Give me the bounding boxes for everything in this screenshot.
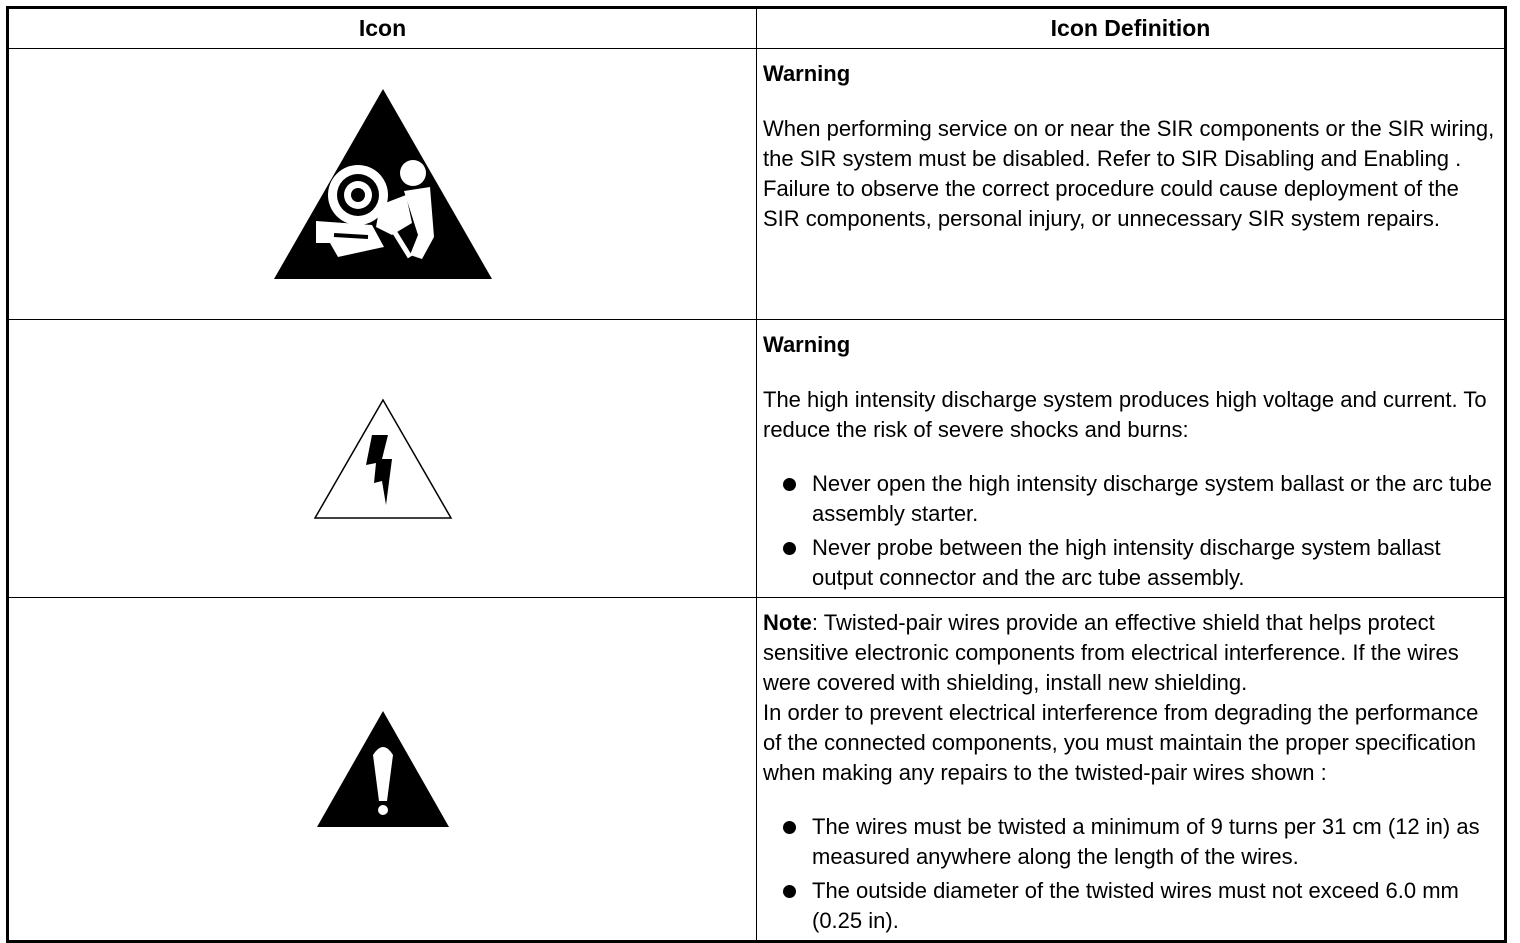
definition-cell (757, 49, 1506, 320)
warning-bullet-list (763, 469, 1498, 593)
icon-column-header: Icon (8, 8, 757, 49)
note-label: Note (763, 610, 812, 635)
note-text-secondary: In order to prevent electrical interference from degrading the performance of the connected components, you must maintain the proper specification when making any repairs to the twisted-pair wires shown : (763, 700, 1479, 785)
list-item: The outside diameter of the twisted wires must not exceed 6.0 mm (0.25 in). (763, 876, 1498, 936)
definition-cell (757, 598, 1506, 942)
airbag-warning-icon (272, 87, 494, 281)
table-header-row (8, 8, 1506, 49)
list-item: The wires must be twisted a minimum of 9 turns per 31 cm (12 in) as measured anywhere along the length of the wires. (763, 812, 1498, 872)
warning-text: When performing service on or near the SIR components or the SIR wiring, the SIR system must be disabled. Refer to SIR Disabling and Enabling . Failure to observe the correct procedure could cause deployment of the SIR components, personal injury, or unnecessary SIR system repairs. (763, 116, 1495, 231)
icon-definition-table (6, 6, 1507, 943)
definition-column-header: Icon Definition (757, 8, 1506, 49)
warning-text: The high intensity discharge system produces high voltage and current. To reduce the risk of severe shocks and burns: (763, 387, 1487, 442)
note-bullet-list (763, 812, 1498, 936)
caution-exclamation-icon (315, 709, 451, 829)
icon-cell (8, 320, 757, 598)
icon-cell (8, 598, 757, 942)
warning-title: Warning (763, 332, 851, 357)
note-paragraph (763, 608, 1498, 698)
table-row (8, 320, 1506, 598)
icon-cell (8, 49, 757, 320)
high-voltage-warning-icon (312, 397, 454, 521)
list-item: Never open the high intensity discharge system ballast or the arc tube assembly starter. (763, 469, 1498, 529)
table-row (8, 49, 1506, 320)
definition-cell (757, 320, 1506, 598)
warning-title: Warning (763, 61, 851, 86)
table-row (8, 598, 1506, 942)
list-item: Never probe between the high intensity discharge system ballast output connector and the arc tube assembly. (763, 533, 1498, 593)
note-text: : Twisted-pair wires provide an effective shield that helps protect sensitive electronic components from electrical interference. If the wires were covered with shielding, install new shielding. (763, 610, 1459, 695)
